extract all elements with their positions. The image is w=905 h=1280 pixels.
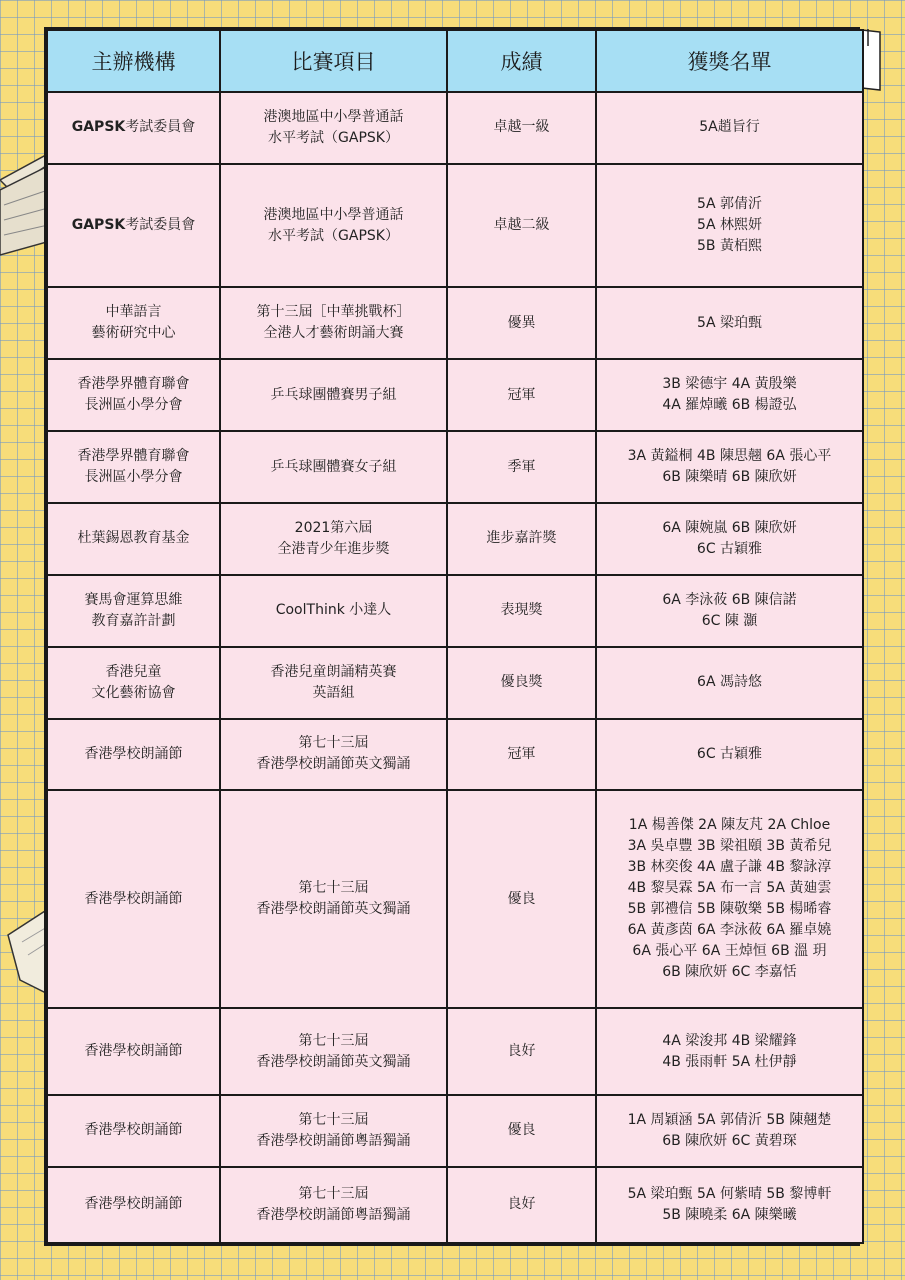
result-cell: 優異	[447, 287, 596, 359]
organizer-cell	[47, 287, 220, 359]
winners-cell	[596, 790, 863, 1008]
winners-cell-line: 6A 黃彥茵 6A 李泳莜 6A 羅卓嬈	[627, 922, 832, 939]
organizer-cell-line: 香港學校朗誦節	[84, 890, 183, 907]
organizer-cell	[47, 1008, 220, 1095]
table-row	[47, 790, 863, 1008]
table-row	[47, 1008, 863, 1095]
event-cell-line: 第十三屆［中華挑戰杯］	[256, 304, 411, 321]
event-cell-line: 英語組	[312, 684, 355, 701]
event-cell-line: CoolThink 小達人	[275, 602, 392, 619]
event-cell	[220, 1095, 447, 1167]
event-cell	[220, 790, 447, 1008]
result-cell: 季軍	[447, 431, 596, 503]
result-cell: 良好	[447, 1167, 596, 1243]
winners-cell	[596, 719, 863, 791]
winners-cell	[596, 164, 863, 288]
event-cell-line: 香港學校朗誦節粵語獨誦	[256, 1132, 411, 1149]
organizer-cell	[47, 431, 220, 503]
event-cell-line: 第七十三屆	[298, 1032, 369, 1049]
winners-cell-line: 4A 羅焯曦 6B 楊證弘	[662, 397, 797, 414]
winners-cell-line: 3A 黃鎰桐 4B 陳思翹 6A 張心平	[627, 448, 832, 464]
event-cell	[220, 164, 447, 288]
table-row	[47, 719, 863, 791]
event-cell	[220, 431, 447, 503]
event-cell	[220, 92, 447, 164]
event-cell-line: 乒乓球團體賽男子組	[270, 386, 397, 403]
event-cell-line: 水平考試（GAPSK）	[268, 227, 399, 244]
header-organizer: 主辦機構	[47, 30, 220, 92]
organizer-cell	[47, 92, 220, 164]
organizer-cell-line: 香港學校朗誦節	[84, 745, 183, 762]
awards-table	[46, 29, 864, 1244]
event-cell-line: 港澳地區中小學普通話	[263, 206, 404, 223]
winners-cell-line: 3B 林奕俊 4A 盧子謙 4B 黎詠淳	[627, 859, 832, 876]
result-cell: 卓越一級	[447, 92, 596, 164]
winners-cell-line: 5B 郭禮信 5B 陳敬樂 5B 楊晞睿	[627, 901, 832, 918]
winners-cell	[596, 287, 863, 359]
header-event: 比賽項目	[220, 30, 447, 92]
event-cell	[220, 359, 447, 431]
organizer-cell	[47, 1095, 220, 1167]
event-cell-line: 乒乓球團體賽女子組	[270, 458, 397, 475]
organizer-cell	[47, 790, 220, 1008]
event-cell-line: 香港學校朗誦節英文獨誦	[256, 756, 411, 773]
organizer-cell-line: 香港學界體育聯會	[77, 376, 190, 393]
result-cell: 良好	[447, 1008, 596, 1095]
awards-sheet	[44, 27, 860, 1246]
winners-cell-line: 6A 陳婉嵐 6B 陳欣妍	[662, 519, 797, 536]
winners-cell-line: 4B 張雨軒 5A 杜伊靜	[662, 1053, 797, 1070]
organizer-cell-line: 文化藝術協會	[91, 684, 176, 701]
event-cell	[220, 719, 447, 791]
winners-cell-line: 5A 郭倩沂	[697, 196, 762, 213]
winners-cell	[596, 92, 863, 164]
winners-cell	[596, 431, 863, 503]
winners-cell-line: 5A 林熙妍	[697, 217, 762, 234]
winners-cell	[596, 1008, 863, 1095]
result-cell: 表現獎	[447, 575, 596, 647]
organizer-cell-line: 香港學校朗誦節	[84, 1043, 183, 1060]
organizer-cell	[47, 359, 220, 431]
event-cell-line: 2021第六屆	[294, 519, 373, 536]
organizer-cell-line: 教育嘉許計劃	[91, 612, 176, 629]
event-cell-line: 水平考試（GAPSK）	[268, 129, 399, 146]
organizer-cell	[47, 719, 220, 791]
result-cell: 進步嘉許獎	[447, 503, 596, 575]
organizer-cell-line: 藝術研究中心	[91, 325, 176, 342]
result-cell: 卓越二級	[447, 164, 596, 288]
organizer-cell	[47, 164, 220, 288]
winners-cell	[596, 359, 863, 431]
organizer-cell-line: 香港學校朗誦節	[84, 1196, 183, 1213]
organizer-cell-line: 杜葉錫恩教育基金	[77, 530, 190, 547]
table-row	[47, 359, 863, 431]
organizer-cell-line: GAPSK考試委員會	[71, 217, 196, 234]
winners-cell-line: 6A 馮詩悠	[697, 674, 762, 691]
result-cell: 優良	[447, 1095, 596, 1167]
organizer-cell-line: 香港學校朗誦節	[84, 1122, 183, 1139]
winners-cell-line: 6A 張心平 6A 王焯恒 6B 溫 玥	[632, 943, 827, 960]
event-cell-line: 全港青少年進步獎	[277, 540, 390, 557]
event-cell-line: 香港兒童朗誦精英賽	[270, 663, 397, 680]
result-cell: 冠軍	[447, 359, 596, 431]
table-row	[47, 1095, 863, 1167]
table-row	[47, 575, 863, 647]
header-result: 成績	[447, 30, 596, 92]
winners-cell-line: 1A 楊善傑 2A 陳友芃 2A Chloe	[628, 817, 831, 834]
winners-cell	[596, 647, 863, 719]
winners-cell-line: 6B 陳樂晴 6B 陳欣妍	[662, 469, 797, 485]
winners-cell-line: 5A 梁珀甄 5A 何紫晴 5B 黎博軒	[627, 1185, 832, 1202]
table-row	[47, 503, 863, 575]
table-row	[47, 287, 863, 359]
result-cell: 優良獎	[447, 647, 596, 719]
event-cell	[220, 575, 447, 647]
event-cell	[220, 287, 447, 359]
winners-cell-line: 6A 李泳莜 6B 陳信諾	[662, 591, 797, 608]
organizer-cell-line: 賽馬會運算思維	[84, 591, 183, 608]
organizer-cell-line: 香港兒童	[105, 663, 162, 680]
event-cell-line: 第七十三屆	[298, 1111, 369, 1128]
organizer-cell	[47, 1167, 220, 1243]
table-row	[47, 647, 863, 719]
winners-cell-line: 5B 黃栢熙	[697, 238, 762, 255]
table-row	[47, 431, 863, 503]
event-cell-line: 第七十三屆	[298, 735, 369, 752]
winners-cell-line: 6B 陳欣妍 6C 李嘉恬	[662, 964, 797, 981]
event-cell-line: 香港學校朗誦節英文獨誦	[256, 1053, 411, 1070]
organizer-cell	[47, 503, 220, 575]
event-cell-line: 第七十三屆	[298, 1185, 369, 1202]
winners-cell-line: 5A趙旨行	[699, 119, 760, 136]
organizer-cell-line: 中華語言	[105, 304, 162, 321]
winners-cell-line: 6C 古穎雅	[696, 540, 763, 557]
event-cell	[220, 1167, 447, 1243]
winners-cell	[596, 1167, 863, 1243]
winners-cell-line: 5A 梁珀甄	[697, 314, 762, 331]
event-cell-line: 第七十三屆	[298, 880, 369, 897]
table-row	[47, 1167, 863, 1243]
header-winners: 獲獎名單	[596, 30, 863, 92]
winners-cell-line: 3A 吳卓豐 3B 梁祖頤 3B 黃希兒	[627, 838, 832, 855]
winners-cell	[596, 503, 863, 575]
winners-cell-line: 5B 陳曉柔 6A 陳樂曦	[662, 1206, 797, 1223]
organizer-cell-line: GAPSK考試委員會	[71, 119, 196, 136]
header-row	[47, 30, 863, 92]
organizer-cell-line: 香港學界體育聯會	[77, 448, 190, 464]
winners-cell-line: 6C 古穎雅	[696, 745, 763, 762]
winners-cell-line: 4B 黎昊霖 5A 布一言 5A 黃廸雲	[627, 880, 832, 897]
event-cell-line: 香港學校朗誦節英文獨誦	[256, 901, 411, 918]
table-row	[47, 92, 863, 164]
event-cell-line: 港澳地區中小學普通話	[263, 108, 404, 125]
event-cell	[220, 1008, 447, 1095]
winners-cell-line: 6B 陳欣妍 6C 黃碧琛	[662, 1132, 797, 1149]
organizer-cell	[47, 575, 220, 647]
winners-cell-line: 4A 梁浚邦 4B 梁耀鋒	[662, 1032, 797, 1049]
table-row	[47, 164, 863, 288]
event-cell-line: 香港學校朗誦節粵語獨誦	[256, 1206, 411, 1223]
event-cell-line: 全港人才藝術朗誦大賽	[263, 325, 404, 342]
event-cell	[220, 647, 447, 719]
result-cell: 優良	[447, 790, 596, 1008]
result-cell: 冠軍	[447, 719, 596, 791]
organizer-cell-line: 長洲區小學分會	[84, 469, 183, 485]
organizer-cell	[47, 647, 220, 719]
winners-cell	[596, 1095, 863, 1167]
event-cell	[220, 503, 447, 575]
winners-cell-line: 6C 陳 灝	[701, 612, 758, 629]
organizer-cell-line: 長洲區小學分會	[84, 397, 183, 414]
winners-cell-line: 1A 周穎涵 5A 郭倩沂 5B 陳翹楚	[627, 1111, 832, 1128]
winners-cell-line: 3B 梁德宇 4A 黃殷樂	[662, 376, 797, 393]
winners-cell	[596, 575, 863, 647]
